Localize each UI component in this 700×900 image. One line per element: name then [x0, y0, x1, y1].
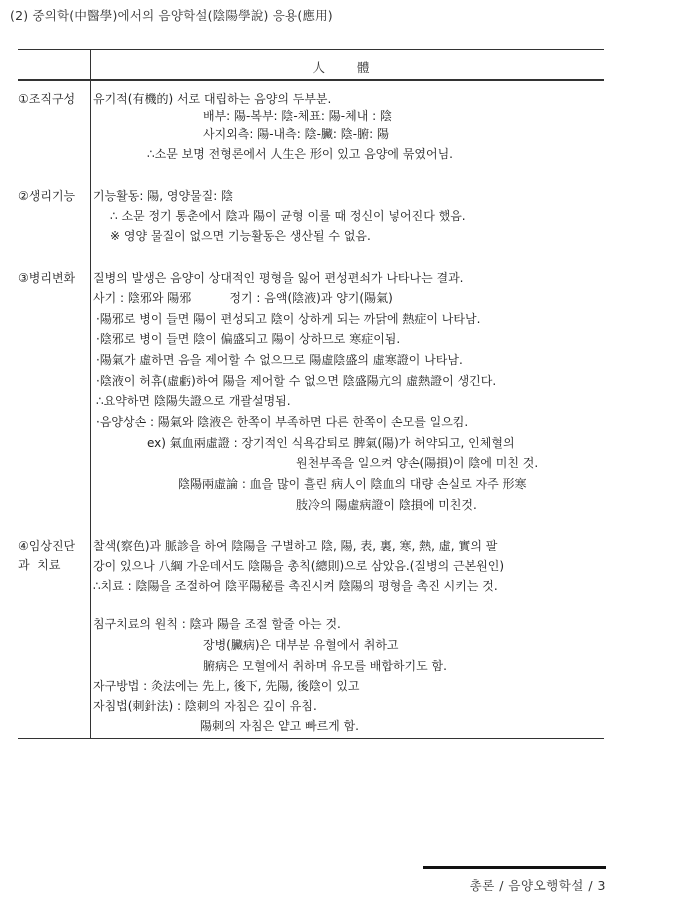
text-line: 陽刺의 자침은 얕고 빠르게 함. — [200, 719, 359, 733]
text-line: ∴치료 : 陰陽을 조절하여 陰平陽秘를 촉진시켜 陰陽의 평형을 촉진 시키는 것. — [93, 579, 498, 593]
section-label-pathology — [18, 270, 92, 287]
table-column-header: 人 體 — [312, 60, 384, 75]
label-line: ④임상진단 — [18, 539, 76, 553]
section-label-clinical — [18, 538, 92, 574]
page-heading: (2) 중의학(中醫學)에서의 음양학설(陰陽學說) 응용(應用) — [10, 8, 333, 23]
text-line: 陰陽兩虛論 : 血을 많이 흘린 病人이 陰血의 대량 손실로 자주 形寒 — [178, 477, 527, 491]
text-line: 사지외측: 陽-내측: 陰-臟: 陰-腑: 陽 — [203, 127, 389, 141]
text-line: 사기 : 陰邪와 陽邪 정기 : 음액(陰液)과 양기(陽氣) — [93, 291, 393, 305]
text-line: 자구방법 : 灸法에는 先上, 後下, 先陽, 後陰이 있고 — [93, 679, 360, 693]
text-line: ·陰液이 허휴(虛虧)하여 陽을 제어할 수 없으면 陰盛陽亢의 虛熱證이 생긴다. — [96, 374, 497, 388]
text-line: ·陽氣가 虛하면 음을 제어할 수 없으므로 陽虛陰盛의 虛寒證이 나타남. — [96, 353, 463, 367]
text-line: 침구치료의 원칙 : 陰과 陽을 조절 할줄 아는 것. — [93, 617, 341, 631]
table-top-rule — [18, 49, 604, 50]
text-line: 腑病은 모혈에서 취하며 유모를 배합하기도 함. — [203, 659, 447, 673]
text-line: 장병(臟病)은 대부분 유혈에서 취하고 — [203, 638, 399, 652]
text-line: 찰색(察色)과 脈診을 하여 陰陽을 구별하고 陰, 陽, 表, 裏, 寒, 熱, 虛, 實의 팔 — [93, 539, 498, 553]
label-line: ③병리변화 — [18, 271, 76, 285]
text-line: ∴요약하면 陰陽失證으로 개괄설명됨. — [96, 394, 291, 408]
text-line: 기능활동: 陽, 영양물질: 陰 — [93, 189, 234, 203]
text-line: 배부: 陽-복부: 陰-체표: 陽-체내 : 陰 — [203, 109, 392, 123]
text-line: ·음양상손 : 陽氣와 陰液은 한쪽이 부족하면 다른 한쪽이 손모를 일으킴. — [96, 415, 469, 429]
table-bottom-rule — [18, 738, 604, 739]
table-header-rule — [18, 79, 604, 81]
text-line: ·陽邪로 병이 들면 陽이 편성되고 陰이 상하게 되는 까닭에 熱症이 나타남. — [96, 312, 481, 326]
text-line: 질병의 발생은 음양이 상대적인 평형을 잃어 편성편쇠가 나타나는 결과. — [93, 271, 464, 285]
section-label-tissue — [18, 91, 92, 108]
text-line: 자침법(刺針法) : 陰刺의 자침은 깊이 유침. — [93, 699, 317, 713]
text-line: ·陰邪로 병이 들면 陰이 偏盛되고 陽이 상하므로 寒症이됨. — [96, 332, 401, 346]
text-line: ∴소문 보명 전형론에서 人生은 形이 있고 음양에 묶였어님. — [147, 147, 453, 161]
text-line: 肢冷의 陽虛病證이 陰損에 미친것. — [296, 498, 477, 512]
text-line: ex) 氣血兩虛證 : 장기적인 식욕감퇴로 脾氣(陽)가 허약되고, 인체혈의 — [147, 436, 515, 450]
text-line: 강이 있으나 八綱 가운데서도 陰陽을 총칙(總則)으로 삼았음.(질병의 근본원인) — [93, 559, 505, 573]
text-line: 원천부족을 일으켜 양손(陽損)이 陰에 미친 것. — [296, 456, 539, 470]
text-line: ※ 영양 물질이 없으면 기능활동은 생산될 수 없음. — [110, 229, 371, 243]
text-line: 유기적(有機的) 서로 대립하는 음양의 두부분. — [93, 92, 332, 106]
label-line: 과 치료 — [18, 558, 61, 572]
footer-rule — [423, 866, 606, 869]
table-column-divider — [90, 49, 91, 738]
label-line: ②생리기능 — [18, 189, 76, 203]
text-line: ∴ 소문 정기 통춘에서 陰과 陽이 균형 이룰 때 정신이 넣어진다 했음. — [110, 209, 466, 223]
page-footer: 총론 / 음양오행학설 / 3 — [469, 878, 606, 893]
section-label-physiology — [18, 188, 92, 205]
label-line: ①조직구성 — [18, 92, 76, 106]
